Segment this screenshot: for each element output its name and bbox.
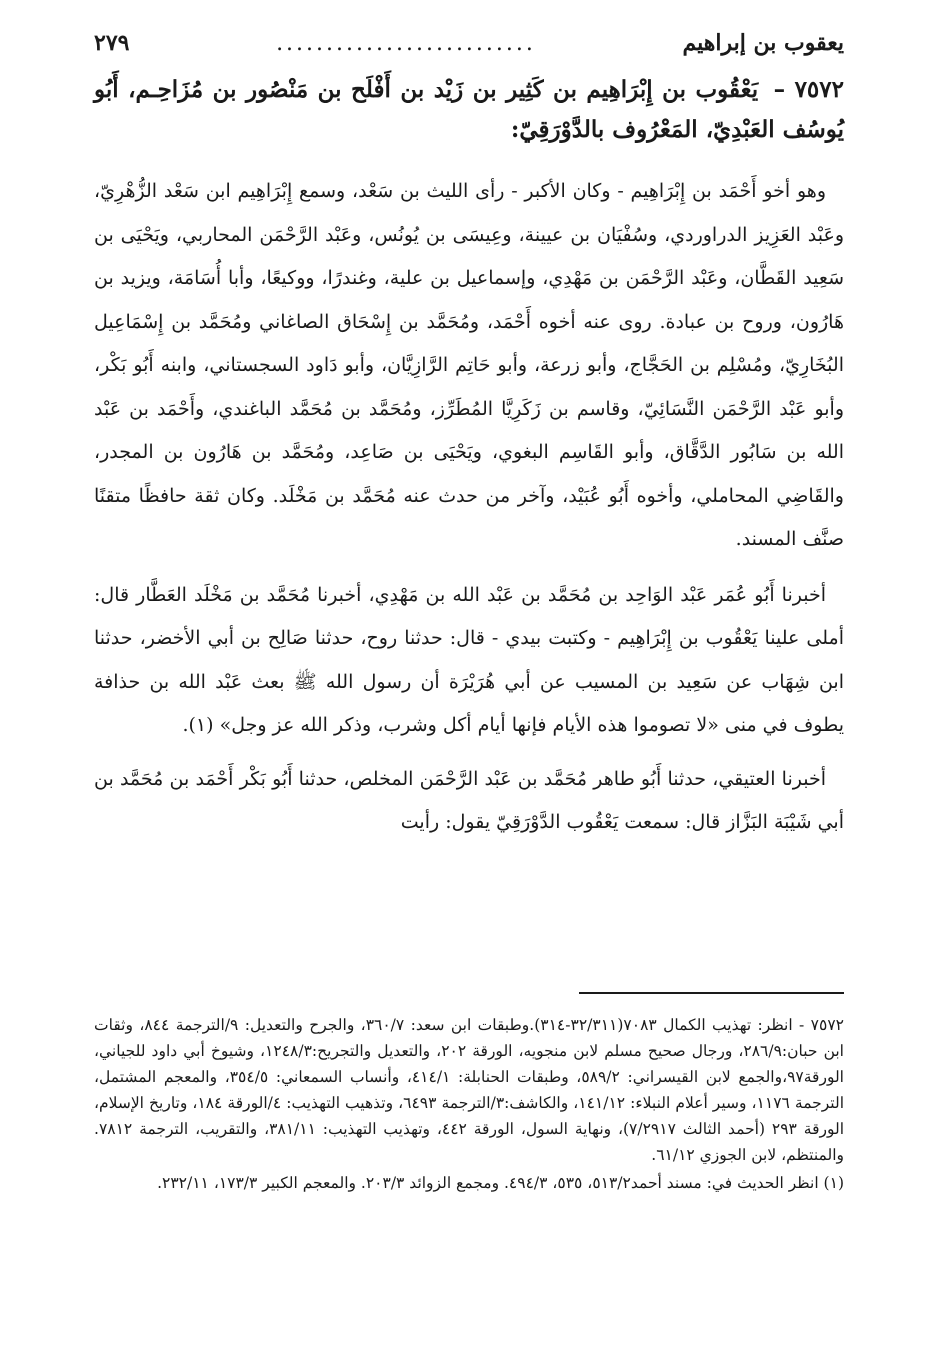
footnotes	[94, 1012, 844, 1196]
footnote-sources: ٧٥٧٢ - انظر: تهذيب الكمال ٧٠٨٣(٣٢/٣١١-٣١٤).وطبقات ابن سعد: ٣٦٠/٧، والجرح والتعديل: ٩/الترجمة ٨٤٤، وثقات ابن حبان:٢٨٦/٩، ورجال صحيح مسلم لابن منجويه، الورقة ٢٠٢، والتعديل والتجريح:١٢٤٨/٣، وشيوخ أبي داود للجياني، الورقة٩٧،والجمع لابن القيسراني: ٥٨٩/٢، وطبقات الحنابلة: ٤١٤/١، وأنساب السمعاني: ٣٥٤/٥، والمعجم المشتمل، الترجمة ١١٧٦، وسير أعلام النبلاء: ١٤١/١٢، والكاشف:٣/الترجمة ٦٤٩٣، وتذهيب التهذيب: ٤/الورقة ١٨٤، وتاريخ الإسلام، الورقة ٢٩٣ (أحمد الثالث ٧/٢٩١٧)، ونهاية السول، الورقة ٤٤٢، وتهذيب التهذيب: ٣٨١/١١، والتقريب، الترجمة ٧٨١٢. والمنتظم، لابن الجوزي ٦١/١٢.	[94, 1016, 845, 1164]
entry-heading	[94, 70, 844, 150]
body-paragraph-hadith: أخبرنا أَبُو عُمَر عَبْد الوَاحِد بن مُحَمَّد بن عَبْد الله بن مَهْدِي، أخبرنا مُحَمَّد بن مَخْلَد العَطَّار قال: أملى علينا يَعْقُوب بن إِبْرَاهِيم - وكتبت بيدي - قال: حدثنا روح، حدثنا صَالِح بن أبي الأخضر، حدثنا ابن شِهَاب عن سَعِيد بن المسيب عن أبي هُرَيْرَة أن رسول الله ﷺ بعث عَبْد الله بن حذافة يطوف في منى «لا تصوموا هذه الأيام فإنها أيام أكل وشرب، وذكر الله عز وجل» (١).	[94, 583, 844, 736]
entry-title: يَعْقُوب بن إِبْرَاهِيم بن كَثِير بن زَيْد بن أَفْلَح بن مَنْصُور بن مُزَاحِـم، أَبُو يُوسُف العَبْدِيّ، المَعْرُوف بالدَّوْرَقِيّ:	[94, 76, 844, 143]
running-header	[94, 30, 844, 66]
header-leader-dots: ..........................	[276, 31, 536, 56]
entry-number: ٧٥٧٢ –	[773, 76, 844, 103]
footnote-hadith-reference: (١) انظر الحديث في: مسند أحمد٥١٣/٢، ٥٣٥، ٤٩٤/٣. ومجمع الزوائد ٢٠٣/٣. والمعجم الكبير ١٧٣/٣، ٢٣٢/١١.	[157, 1174, 844, 1192]
body-paragraph-narration: أخبرنا العتيقي، حدثنا أَبُو طاهر مُحَمَّد بن عَبْد الرَّحْمَن المخلص، حدثنا أَبُو بَكْر أَحْمَد بن مُحَمَّد بن أبي شَيْبَة البَزَّاز قال: سمعت يَعْقُوب الدَّوْرَقِيّ يقول: رأيت	[94, 767, 844, 833]
body-paragraph-biography: وهو أخو أَحْمَد بن إِبْرَاهِيم - وكان الأكبر - رأى الليث بن سَعْد، وسمع إِبْرَاهِيم ابن سَعْد الزُّهْرِيّ، وعَبْد العَزِيز الدراوردي، وسُفْيَان بن عيينة، وعِيسَى بن يُونُس، وعَبْد الرَّحْمَن المحاربي، ويَحْيَى بن سَعِيد القَطَّان، وعَبْد الرَّحْمَن بن مَهْدِي، وإسماعيل بن علية، وغندرًا، ووكيعًا، وأبا أُسَامَة، ويزيد بن هَارُون، وروح بن عبادة. روى عنه أخوه أَحْمَد، ومُحَمَّد بن إِسْحَاق الصاغاني ومُحَمَّد بن إِسْمَاعِيل البُخَارِيّ، ومُسْلِم بن الحَجَّاج، وأبو زرعة، وأبو حَاتِم الرَّازِيَّان، وأبو دَاود السجستاني، وابنه أَبُو بَكْر، وأبو عَبْد الرَّحْمَن النَّسَائِيّ، وقاسم بن زَكَرِيَّا المُطَرِّز، ومُحَمَّد بن مُحَمَّد الباغندي، وأَحْمَد بن عَبْد الله بن سَابُور الدَّقَّاق، وأبو القَاسِم البغوي، ويَحْيَى بن صَاعِد، ومُحَمَّد بن هَارُون بن المجدر، والقَاضِي المحاملي، وأخوه أَبُو عُبَيْد، وآخر من حدث عنه مُحَمَّد بن مَخْلَد. وكان ثقة حافظًا متقنًا صنَّف المسند.	[94, 180, 844, 550]
page-number: ٢٧٩	[94, 30, 130, 56]
book-page	[94, 30, 845, 1192]
footnote-separator	[579, 992, 844, 994]
header-title: يعقوب بن إبراهيم	[682, 30, 844, 56]
